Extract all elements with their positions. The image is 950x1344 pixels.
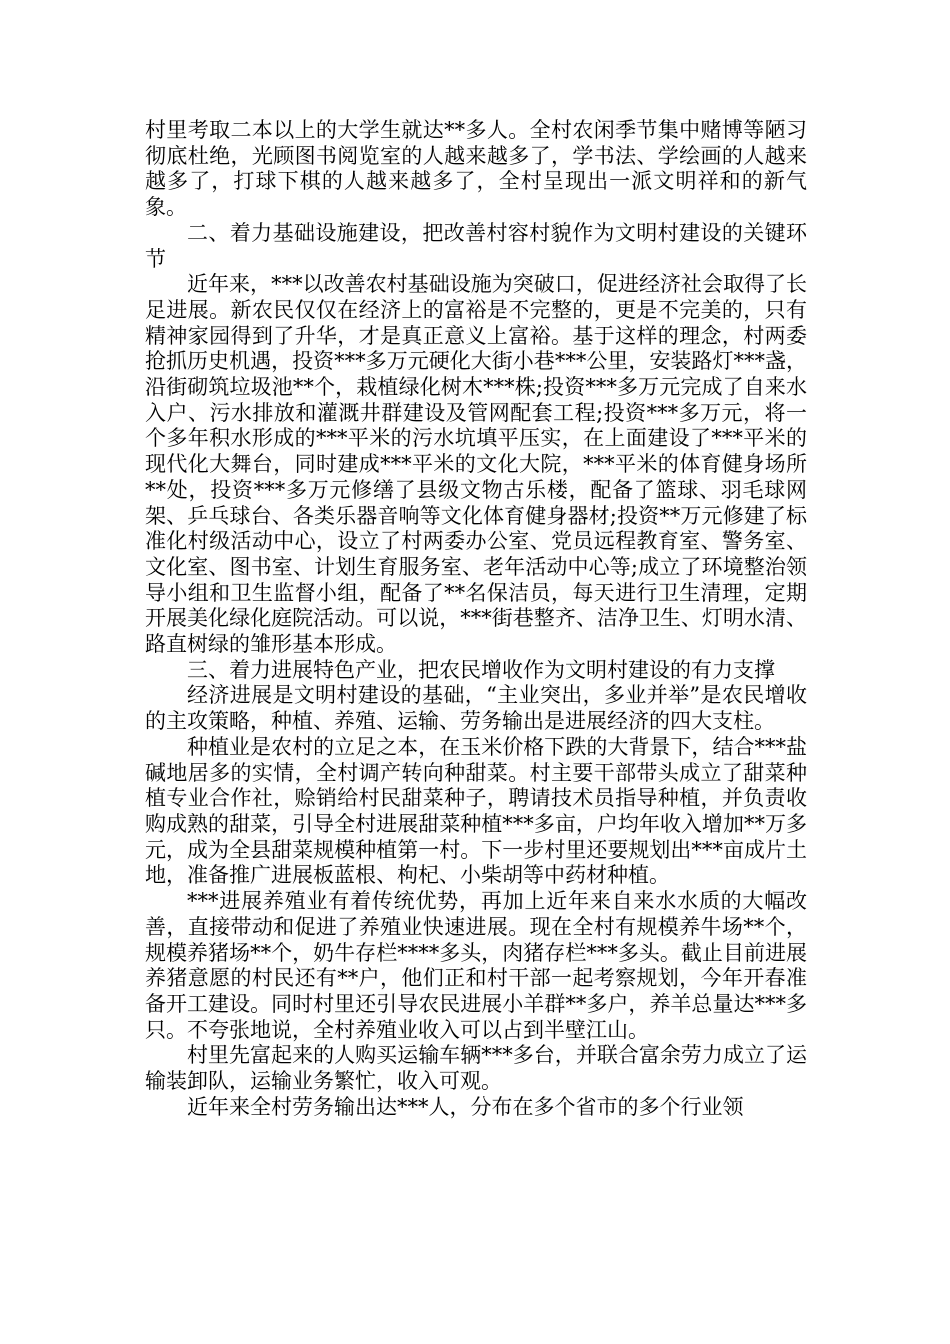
paragraph-transport: 村里先富起来的人购买运输车辆***多台，并联合富余劳力成立了运输装卸队，运输业务繁忙，收入可观。 <box>145 1043 807 1094</box>
document-body <box>145 118 807 1120</box>
paragraph-infrastructure: 近年来，***以改善农村基础设施为突破口，促进经济社会取得了长足进展。新农民仅仅在经济上的富裕是不完整的，更是不完美的，只有精神家园得到了升华，才是真正意义上富裕。基于这样的理念，村两委抢抓历史机遇，投资***多万元硬化大街小巷***公里，安装路灯***盏，沿街砌筑垃圾池**个，栽植绿化树木***株;投资***多万元完成了自来水入户、污水排放和灌溉井群建设及管网配套工程;投资***多万元，将一个多年积水形成的***平米的污水坑填平压实，在上面建设了***平米的现代化大舞台，同时建成***平米的文化大院，***平米的体育健身场所**处，投资***多万元修缮了县级文物古乐楼，配备了篮球、羽毛球网架、乒乓球台、各类乐器音响等文化体育健身器材;投资**万元修建了标准化村级活动中心，设立了村两委办公室、党员远程教育室、警务室、文化室、图书室、计划生育服务室、老年活动中心等;成立了环境整治领导小组和卫生监督小组，配备了**名保洁员，每天进行卫生清理，定期开展美化绿化庭院活动。可以说，***街巷整齐、洁净卫生、灯明水清、路直树绿的雏形基本形成。 <box>145 272 807 657</box>
paragraph-continuation: 村里考取二本以上的大学生就达**多人。全村农闲季节集中赌博等陋习彻底杜绝，光顾图书阅览室的人越来越多了，学书法、学绘画的人越来越多了，打球下棋的人越来越多了，全村呈现出一派文明祥和的新气象。 <box>145 118 807 220</box>
paragraph-labor: 近年来全村劳务输出达***人，分布在多个省市的多个行业领 <box>187 1094 744 1119</box>
paragraph-planting: 种植业是农村的立足之本，在玉米价格下跌的大背景下，结合***盐碱地居多的实情，全村调产转向种甜菜。村主要干部带头成立了甜菜种植专业合作社，赊销给村民甜菜种子，聘请技术员指导种植，并负责收购成熟的甜菜，引导全村进展甜菜种植***多亩，户均年收入增加**万多元，成为全县甜菜规模种植第一村。下一步村里还要规划出***亩成片土地，准备推广进展板蓝根、枸杞、小柴胡等中药材种植。 <box>145 734 807 888</box>
paragraph-economy: 经济进展是文明村建设的基础，“主业突出，多业并举”是农民增收的主攻策略，种植、养殖、运输、劳务输出是进展经济的四大支柱。 <box>145 683 807 734</box>
section-heading-2: 二、着力基础设施建设，把改善村容村貌作为文明村建设的关键环节 <box>145 220 807 271</box>
paragraph-breeding: ***进展养殖业有着传统优势，再加上近年来自来水水质的大幅改善，直接带动和促进了养殖业快速进展。现在全村有规模养牛场**个，规模养猪场**个，奶牛存栏****多头，肉猪存栏***多头。截止目前进展养猪意愿的村民还有**户，他们正和村干部一起考察规划，今年开春准备开工建设。同时村里还引导农民进展小羊群**多户，养羊总量达***多只。不夸张地说，全村养殖业收入可以占到半壁江山。 <box>145 889 807 1042</box>
section-heading-3: 三、着力进展特色产业，把农民增收作为文明村建设的有力支撑 <box>187 657 775 682</box>
